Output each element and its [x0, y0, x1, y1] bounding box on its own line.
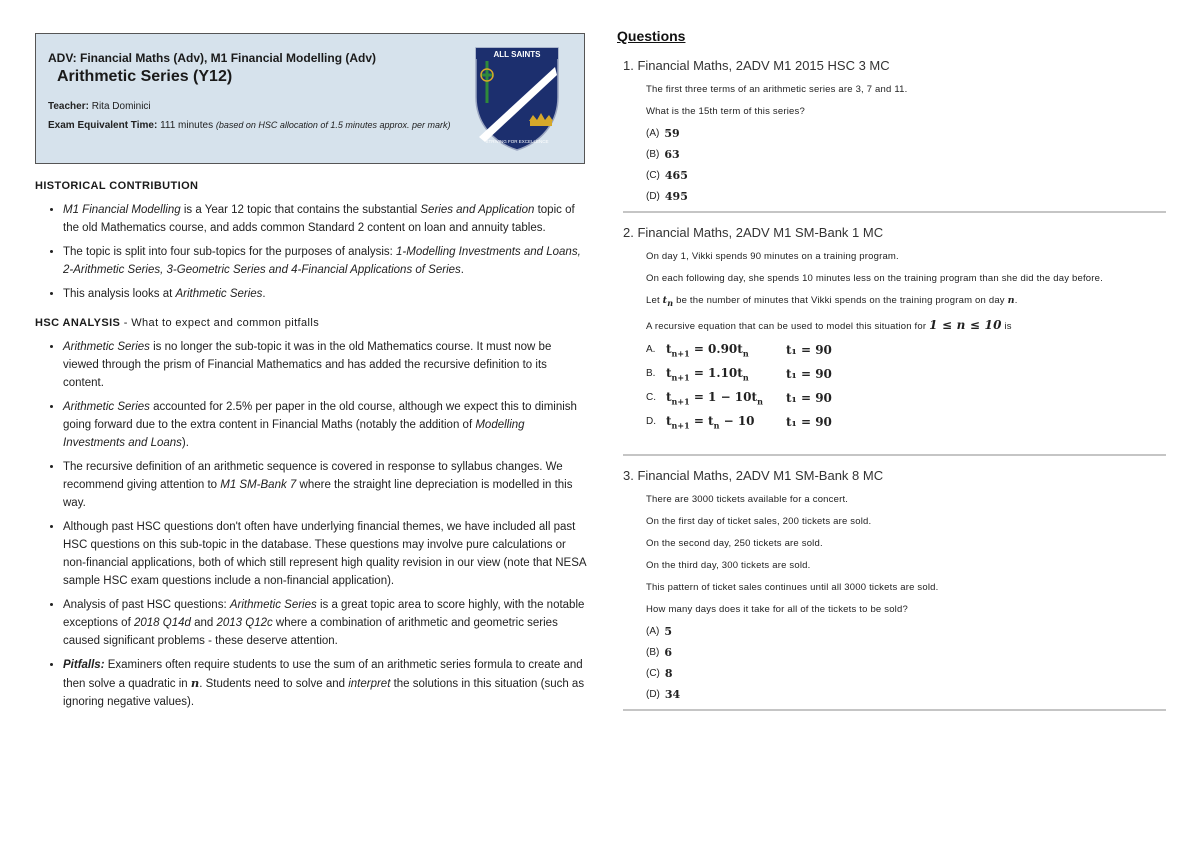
divider	[623, 454, 1166, 456]
question-title: 1. Financial Maths, 2ADV M1 2015 HSC 3 MC	[623, 58, 890, 73]
question-text: On each following day, she spends 10 minutes less on the training program than she did the day before.	[646, 273, 1103, 284]
questions-heading: Questions	[617, 28, 686, 44]
question-title: 2. Financial Maths, 2ADV M1 SM-Bank 1 MC	[623, 225, 884, 240]
school-crest-logo	[473, 45, 561, 153]
left-column	[35, 33, 587, 717]
question-1	[617, 58, 1167, 203]
question-text: Let $t_n$ be the number of minutes that Vikki spends on the training program on day n.	[646, 295, 1018, 308]
answer-option-d[interactable]: (D) 495	[646, 190, 688, 203]
question-text: What is the 15th term of this series?	[646, 106, 805, 117]
answer-option-c[interactable]: (C) 465	[646, 169, 688, 182]
answer-option-b[interactable]: B. $t_{n+1} = 1.10t_n$ t₁ = 90	[646, 365, 832, 383]
question-text: The first three terms of an arithmetic series are 3, 7 and 11.	[646, 84, 908, 95]
question-text: On the first day of ticket sales, 200 tickets are sold.	[646, 515, 872, 527]
list-item: • The recursive definition of an arithmetic sequence is covered in response to syllabus changes. We recommend giving attention to M1 SM-Bank 7 where the straight line depreciation is modelled in this way.	[63, 458, 587, 512]
question-3	[617, 468, 1167, 701]
question-text: How many days does it take for all of the tickets to be sold?	[646, 603, 908, 615]
header-box	[35, 33, 585, 164]
answer-option-b[interactable]: (B) 63	[646, 148, 680, 161]
questions-column	[617, 28, 1167, 723]
answer-option-a[interactable]: (A) 5	[646, 624, 672, 638]
exam-time-value: 111 minutes	[160, 120, 214, 131]
list-item: • The topic is split into four sub-topics for the purposes of analysis: 1-Modelling Investments and Loans, 2-Arithmetic Series, 3-Geometric Series and 4-Financial Applications of Series.	[63, 243, 587, 279]
answer-option-a[interactable]: (A) 59	[646, 127, 680, 140]
question-text: On day 1, Vikki spends 90 minutes on a training program.	[646, 251, 899, 262]
question-text: On the second day, 250 tickets are sold.	[646, 537, 823, 549]
crest-top-text: ALL SAINTS	[493, 50, 541, 59]
list-item: • M1 Financial Modelling is a Year 12 topic that contains the substantial Series and Application topic of the old Mathematics course, and adds common Standard 2 content on loan and annuity tables.	[63, 201, 587, 237]
teacher-name: Rita Dominici	[91, 101, 151, 112]
answer-option-d[interactable]: (D) 34	[646, 687, 681, 701]
list-item: • Although past HSC questions don't often have underlying financial themes, we have included all past HSC questions on this sub-topic in the database. These questions may involve pure calculations or non-financial applications, both of which still represent high quality revision in our view (note that NESA sample HSC exam questions include a non-financial application).	[63, 518, 587, 590]
divider	[623, 211, 1166, 213]
exam-time-label: Exam Equivalent Time:	[48, 120, 158, 131]
answer-option-d[interactable]: D. $t_{n+1} = t_n - 10$ t₁ = 90	[646, 413, 832, 431]
question-text: A recursive equation that can be used to model this situation for 1 ≤ n ≤ 10 is	[646, 317, 1012, 332]
historical-heading: HISTORICAL CONTRIBUTION	[35, 180, 199, 192]
question-text: On the third day, 300 tickets are sold.	[646, 559, 811, 571]
question-text: There are 3000 tickets available for a concert.	[646, 493, 849, 505]
teacher-label: Teacher:	[48, 101, 89, 112]
question-2	[617, 225, 1167, 430]
list-item: • Arithmetic Series accounted for 2.5% per paper in the old course, although we expect this to diminish going forward due to the extra content in Financial Maths (notably the addition of Modelling Investments and Loans).	[63, 398, 587, 452]
answer-option-c[interactable]: (C) 8	[646, 666, 673, 680]
list-item: • Pitfalls: Examiners often require students to use the sum of an arithmetic series formula to create and then solve a quadratic in n. Students need to solve and interpret the solutions in this situation (such as ignoring negative values).	[63, 656, 587, 711]
answer-option-b[interactable]: (B) 6	[646, 645, 672, 659]
divider	[623, 709, 1166, 711]
historical-list	[35, 201, 587, 303]
list-item: • Arithmetic Series is no longer the sub-topic it was in the old Mathematics course. It must now be viewed through the prism of Financial Mathematics and has added the recursive definition to its content.	[63, 338, 587, 392]
question-title: 3. Financial Maths, 2ADV M1 SM-Bank 8 MC	[623, 467, 884, 483]
course-title: ADV: Financial Maths (Adv), M1 Financial Modelling (Adv)	[48, 51, 377, 65]
crest-motto: STRIVING FOR EXCELLENCE	[485, 139, 549, 144]
hsc-list	[35, 338, 587, 711]
answer-option-c[interactable]: C. $t_{n+1} = 1 - 10t_n$ t₁ = 90	[646, 389, 832, 407]
list-item: • Analysis of past HSC questions: Arithmetic Series is a great topic area to score highly, with the notable exceptions of 2018 Q14d and 2013 Q12c where a combination of arithmetic and geometric series caused significant problems - these deserve attention.	[63, 596, 587, 650]
list-item: • This analysis looks at Arithmetic Series.	[63, 285, 587, 303]
answer-option-a[interactable]: A. $t_{n+1} = 0.90t_n$ t₁ = 90	[646, 341, 832, 359]
question-text: This pattern of ticket sales continues until all 3000 tickets are sold.	[646, 581, 939, 593]
hsc-heading: HSC ANALYSIS - What to expect and common pitfalls	[35, 317, 320, 329]
exam-time-note: (based on HSC allocation of 1.5 minutes approx. per mark)	[215, 120, 451, 130]
page-title: Arithmetic Series (Y12)	[57, 68, 233, 85]
